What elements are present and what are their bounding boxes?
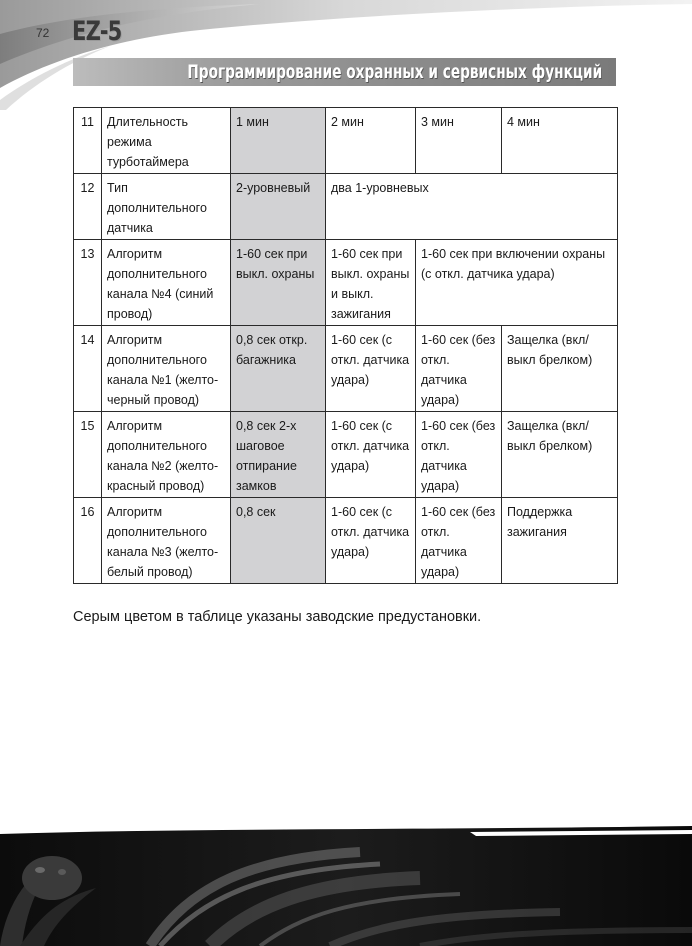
row-number: 14	[74, 326, 102, 412]
option-cell: 1-60 сек (без откл. датчика удара)	[416, 326, 502, 412]
default-option-cell: 0,8 сек	[231, 498, 326, 584]
option-cell: 1-60 сек при включении охраны (с откл. датчика удара)	[416, 240, 618, 326]
option-cell: 4 мин	[502, 108, 618, 174]
section-title: Программирование охранных и сервисных функций	[187, 61, 602, 83]
option-cell: Поддержка зажигания	[502, 498, 618, 584]
option-cell: 1-60 сек (без откл. датчика удара)	[416, 412, 502, 498]
option-cell: 1-60 сек при выкл. охраны и выкл. зажигания	[326, 240, 416, 326]
footnote: Серым цветом в таблице указаны заводские предустановки.	[73, 609, 482, 625]
table-row	[74, 174, 618, 240]
row-number: 13	[74, 240, 102, 326]
table-row	[74, 412, 618, 498]
row-number: 11	[74, 108, 102, 174]
option-cell: 1-60 сек (с откл. датчика удара)	[326, 326, 416, 412]
section-title-bar	[73, 58, 616, 86]
option-cell: Защелка (вкл/выкл брелком)	[502, 412, 618, 498]
option-cell: 1-60 сек (с откл. датчика удара)	[326, 498, 416, 584]
table-row	[74, 108, 618, 174]
option-cell: 1-60 сек (без откл. датчика удара)	[416, 498, 502, 584]
setting-name: Алгоритм дополнительного канала №4 (синий провод)	[102, 240, 231, 326]
default-option-cell: 0,8 сек откр. багажника	[231, 326, 326, 412]
default-option-cell: 2-уровневый	[231, 174, 326, 240]
default-option-cell: 1-60 сек при выкл. охраны	[231, 240, 326, 326]
setting-name: Алгоритм дополнительного канала №1 (желто-черный провод)	[102, 326, 231, 412]
leopard-banner-image	[0, 826, 692, 946]
page-number: 72	[36, 26, 50, 40]
option-cell: два 1-уровневых	[326, 174, 618, 240]
setting-name: Длительность режима турботаймера	[102, 108, 231, 174]
default-option-cell: 0,8 сек 2-х шаговое отпирание замков	[231, 412, 326, 498]
setting-name: Алгоритм дополнительного канала №2 (желто-красный провод)	[102, 412, 231, 498]
table-row	[74, 498, 618, 584]
row-number: 12	[74, 174, 102, 240]
option-cell: 1-60 сек (с откл. датчика удара)	[326, 412, 416, 498]
option-cell: 2 мин	[326, 108, 416, 174]
settings-table	[73, 107, 618, 584]
table-row	[74, 240, 618, 326]
default-option-cell: 1 мин	[231, 108, 326, 174]
setting-name: Тип дополнительного датчика	[102, 174, 231, 240]
table-row	[74, 326, 618, 412]
setting-name: Алгоритм дополнительного канала №3 (желто-белый провод)	[102, 498, 231, 584]
brand-logo: EZ-5	[72, 16, 122, 47]
option-cell: Защелка (вкл/выкл брелком)	[502, 326, 618, 412]
row-number: 15	[74, 412, 102, 498]
option-cell: 3 мин	[416, 108, 502, 174]
row-number: 16	[74, 498, 102, 584]
